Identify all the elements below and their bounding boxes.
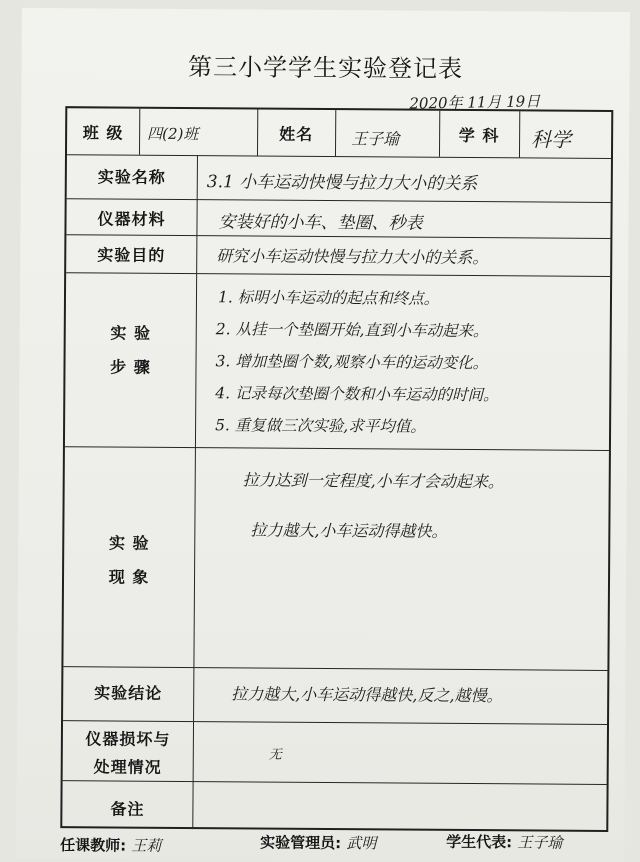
student-rep-signature — [446, 831, 562, 853]
phenomenon-item: 拉力越大,小车运动得越快。 — [250, 520, 448, 541]
header-divider — [335, 110, 336, 156]
registration-form-paper — [16, 8, 630, 862]
steps-label: 步 骤 — [110, 357, 151, 377]
row-divider — [66, 234, 610, 239]
lab-manager-value: 武明 — [346, 834, 377, 853]
teacher-label: 任课教师: — [60, 836, 127, 855]
header-divider — [519, 111, 520, 157]
row-divider — [66, 272, 610, 277]
damage-label: 处理情况 — [93, 757, 162, 777]
step-item: 3. 增加垫圈个数,观察小车的运动变化。 — [215, 352, 489, 373]
form-date: 2020年 11月 19日 — [409, 92, 541, 113]
name-value: 王子瑜 — [351, 129, 400, 149]
header-divider — [139, 109, 140, 155]
materials-value: 安装好的小车、垫圈、秒表 — [218, 212, 423, 234]
student-rep-value: 王子瑜 — [517, 833, 563, 852]
phenomenon-item: 拉力达到一定程度,小车才会动起来。 — [242, 470, 504, 492]
row-divider — [67, 154, 611, 159]
row-divider — [67, 198, 611, 203]
phenomena-label: 实 验 — [108, 533, 150, 553]
subject-label: 学 科 — [458, 125, 500, 146]
form-title: 第三小学学生实验登记表 — [188, 53, 464, 83]
row-divider — [63, 780, 607, 785]
subject-value: 科学 — [531, 127, 572, 152]
purpose-value: 研究小车运动快慢与拉力大小的关系。 — [216, 246, 489, 268]
remarks-label: 备注 — [110, 799, 145, 819]
class-value: 四(2)班 — [147, 124, 199, 144]
damage-label: 仪器损坏与 — [85, 729, 171, 749]
registration-table — [60, 106, 613, 832]
experiment-name-value: 3.1 小车运动快慢与拉力大小的关系 — [206, 172, 478, 195]
name-label: 姓名 — [279, 124, 314, 144]
class-label: 班 级 — [82, 123, 124, 143]
row-divider — [63, 666, 607, 671]
teacher-value: 王莉 — [131, 836, 162, 855]
step-item: 5. 重复做三次实验,求平均值。 — [215, 416, 426, 436]
purpose-label: 实验目的 — [97, 245, 166, 265]
teacher-signature — [60, 834, 161, 856]
lab-manager-label: 实验管理员: — [260, 833, 342, 853]
row-divider — [65, 446, 609, 451]
row-divider — [63, 720, 607, 725]
steps-label: 实 验 — [110, 323, 152, 343]
step-item: 1. 标明小车运动的起点和终点。 — [217, 288, 440, 308]
conclusion-value: 拉力越大,小车运动得越快,反之,越慢。 — [231, 684, 503, 706]
student-rep-label: 学生代表: — [446, 832, 513, 852]
phenomena-label: 现 象 — [108, 567, 150, 587]
damage-value: 无 — [268, 747, 282, 763]
step-item: 4. 记录每次垫圈个数和小车运动的时间。 — [215, 384, 499, 405]
conclusion-label: 实验结论 — [94, 683, 163, 703]
materials-label: 仪器材料 — [97, 209, 166, 229]
lab-manager-signature — [260, 832, 376, 854]
experiment-name-label: 实验名称 — [97, 167, 166, 187]
step-item: 2. 从挂一个垫圈开始,直到小车动起来。 — [215, 320, 489, 341]
